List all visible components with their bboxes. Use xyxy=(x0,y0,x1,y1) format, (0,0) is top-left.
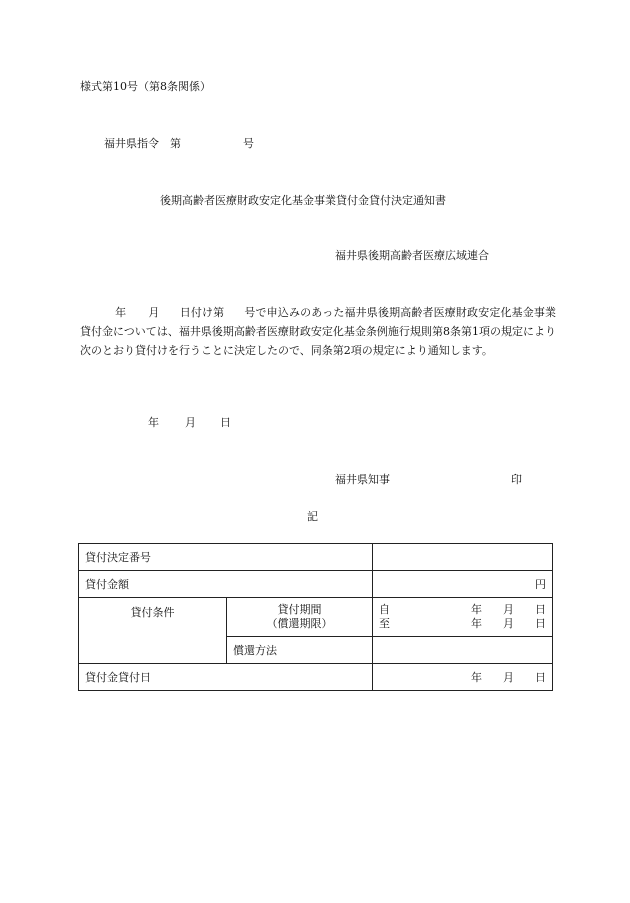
period-sub-label: （償還期限） xyxy=(266,617,333,630)
from-day: 日 xyxy=(535,603,546,616)
decision-number-field[interactable] xyxy=(373,544,553,571)
amount-unit: 円 xyxy=(535,578,546,591)
repayment-label: 償還方法 xyxy=(227,637,373,664)
body-text: 号で申込みのあった福井県後期高齢者医療財政安定化基金事業貸付金については、福井県後期高齢者医療財政安定化基金条例施行規則第8条第1項の規定により次のとおり貸付けを行うことに決定したので、同条第2項の規定により通知します。 xyxy=(80,306,557,357)
table-row xyxy=(79,544,553,571)
table-row xyxy=(79,664,553,691)
date-month: 月 xyxy=(185,416,196,429)
period-to-row xyxy=(379,617,546,631)
decision-number-label: 貸付決定番号 xyxy=(79,544,373,571)
amount-field[interactable] xyxy=(373,571,553,598)
date-year: 年 xyxy=(148,416,159,429)
to-ymd xyxy=(450,617,546,631)
to-month: 月 xyxy=(503,617,514,630)
from-month: 月 xyxy=(503,603,514,616)
loan-date-ymd xyxy=(450,671,546,684)
body-month: 月 xyxy=(148,306,160,319)
to-day: 日 xyxy=(535,617,546,630)
amount-label: 貸付金額 xyxy=(79,571,373,598)
body-year: 年 xyxy=(115,306,127,319)
form-label: 様式第10号（第8条関係） xyxy=(80,80,211,93)
body-paragraph xyxy=(80,303,556,360)
period-from-row xyxy=(379,603,546,617)
loan-day: 日 xyxy=(535,671,546,684)
repayment-field[interactable] xyxy=(373,637,553,664)
date-day: 日 xyxy=(220,416,231,429)
table-row xyxy=(79,571,553,598)
document-title: 後期高齢者医療財政安定化基金事業貸付金貸付決定通知書 xyxy=(160,194,446,207)
recipient: 福井県後期高齢者医療広域連合 xyxy=(335,249,489,262)
ki-label: 記 xyxy=(307,510,318,523)
period-label: 貸付期間 xyxy=(277,603,322,616)
to-label: 至 xyxy=(379,617,390,630)
seal-mark: 印 xyxy=(511,473,522,486)
conditions-label: 貸付条件 xyxy=(79,598,227,664)
signer-name: 福井県知事 xyxy=(335,473,390,486)
from-label: 自 xyxy=(379,603,390,616)
period-field[interactable] xyxy=(373,598,553,637)
loan-form-table xyxy=(78,543,553,691)
body-day-ref: 日付け第 xyxy=(179,306,225,319)
loan-year: 年 xyxy=(471,671,482,684)
from-year: 年 xyxy=(471,603,482,616)
doc-number-suffix: 号 xyxy=(243,137,254,150)
doc-number-prefix: 福井県指令 第 xyxy=(104,137,181,150)
from-ymd xyxy=(450,603,546,617)
loan-date-field[interactable] xyxy=(373,664,553,691)
to-year: 年 xyxy=(471,617,482,630)
table-row xyxy=(79,598,553,637)
loan-month: 月 xyxy=(503,671,514,684)
loan-date-label: 貸付金貸付日 xyxy=(79,664,373,691)
period-label-cell xyxy=(227,598,373,637)
